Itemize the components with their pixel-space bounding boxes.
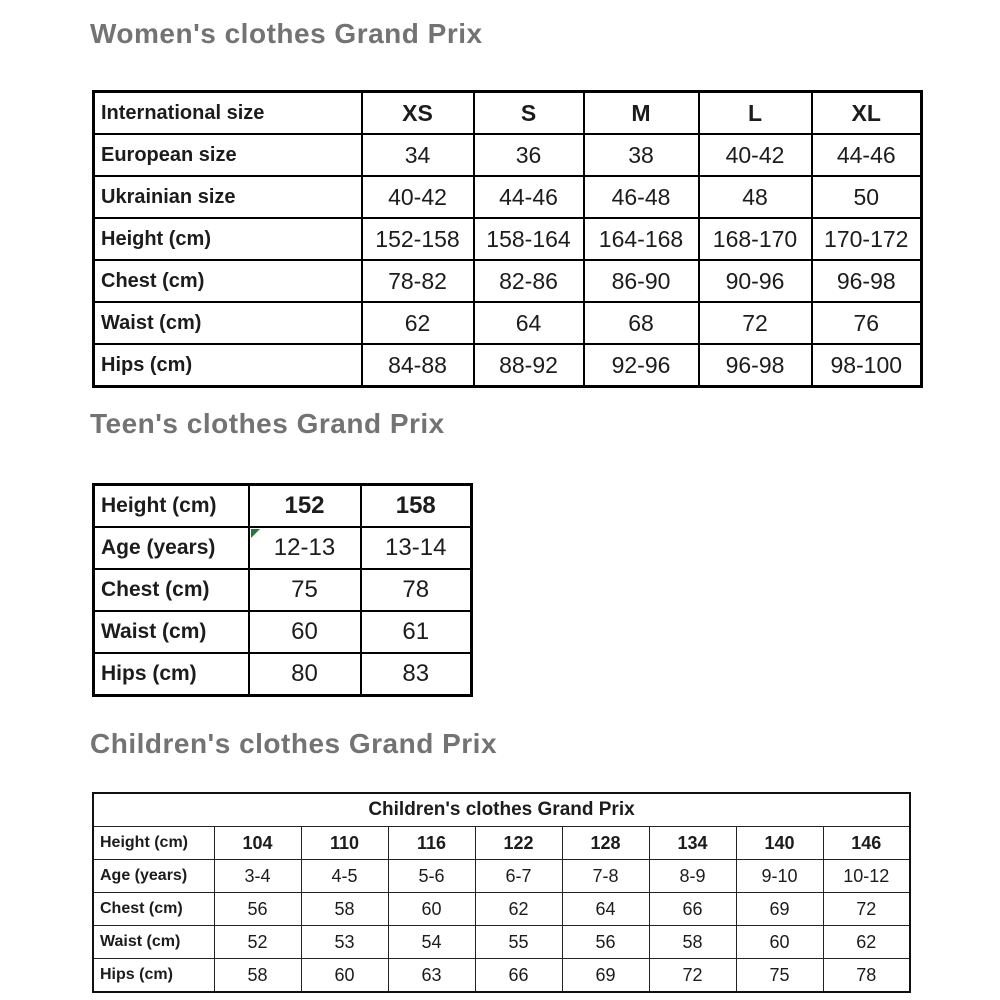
value-cell: 46-48 bbox=[584, 176, 699, 218]
value-cell: 86-90 bbox=[584, 260, 699, 302]
value-cell: 90-96 bbox=[699, 260, 812, 302]
value-cell: 44-46 bbox=[474, 176, 584, 218]
size-header-cell: 152 bbox=[249, 485, 361, 528]
row-label-cell: Waist (cm) bbox=[93, 926, 214, 959]
value-cell: 3-4 bbox=[214, 860, 301, 893]
value-cell: 56 bbox=[562, 926, 649, 959]
row-label-cell: Hips (cm) bbox=[93, 959, 214, 993]
table-row bbox=[94, 260, 922, 302]
value-cell: 96-98 bbox=[812, 260, 922, 302]
value-cell: 62 bbox=[823, 926, 910, 959]
row-label-cell: Hips (cm) bbox=[94, 653, 249, 696]
table-row bbox=[94, 218, 922, 260]
table-row bbox=[94, 611, 472, 653]
value-cell: 76 bbox=[812, 302, 922, 344]
table-row bbox=[93, 926, 910, 959]
size-header-cell: 140 bbox=[736, 827, 823, 860]
value-cell: 64 bbox=[562, 893, 649, 926]
value-cell: 83 bbox=[361, 653, 472, 696]
value-cell: 158-164 bbox=[474, 218, 584, 260]
value-cell: 7-8 bbox=[562, 860, 649, 893]
value-cell: 53 bbox=[301, 926, 388, 959]
row-label-cell: European size bbox=[94, 134, 362, 176]
value-cell: 56 bbox=[214, 893, 301, 926]
table-header-row bbox=[94, 92, 922, 135]
value-cell: 66 bbox=[649, 893, 736, 926]
value-text: 12-13 bbox=[273, 534, 336, 561]
value-cell: 60 bbox=[301, 959, 388, 993]
size-header-cell: 116 bbox=[388, 827, 475, 860]
row-label-cell: Waist (cm) bbox=[94, 302, 362, 344]
value-cell: 96-98 bbox=[699, 344, 812, 387]
row-label-cell: Waist (cm) bbox=[94, 611, 249, 653]
row-label-cell: Height (cm) bbox=[93, 827, 214, 860]
value-cell: 60 bbox=[249, 611, 361, 653]
table-header-row bbox=[93, 827, 910, 860]
womens-section-title: Women's clothes Grand Prix bbox=[90, 18, 483, 49]
value-cell: 64 bbox=[474, 302, 584, 344]
size-header-cell: 110 bbox=[301, 827, 388, 860]
value-cell: 78 bbox=[823, 959, 910, 993]
size-header-cell: XL bbox=[812, 92, 922, 135]
value-cell: 60 bbox=[736, 926, 823, 959]
value-cell: 98-100 bbox=[812, 344, 922, 387]
table-row bbox=[94, 527, 472, 569]
row-label-cell: International size bbox=[94, 92, 362, 135]
value-cell: 88-92 bbox=[474, 344, 584, 387]
cell-error-marker-icon bbox=[251, 529, 260, 538]
value-cell: 75 bbox=[736, 959, 823, 993]
value-cell: 82-86 bbox=[474, 260, 584, 302]
table-header-row bbox=[94, 485, 472, 528]
row-label-cell: Hips (cm) bbox=[94, 344, 362, 387]
value-cell: 48 bbox=[699, 176, 812, 218]
size-header-cell: M bbox=[584, 92, 699, 135]
size-header-cell: 104 bbox=[214, 827, 301, 860]
value-cell: 168-170 bbox=[699, 218, 812, 260]
row-label-cell: Ukrainian size bbox=[94, 176, 362, 218]
value-cell: 78-82 bbox=[362, 260, 474, 302]
table-row bbox=[94, 134, 922, 176]
table-caption-cell: Children's clothes Grand Prix bbox=[93, 793, 910, 827]
row-label-cell: Chest (cm) bbox=[94, 569, 249, 611]
value-cell: 62 bbox=[362, 302, 474, 344]
row-label-cell: Height (cm) bbox=[94, 485, 249, 528]
value-cell: 55 bbox=[475, 926, 562, 959]
value-cell: 5-6 bbox=[388, 860, 475, 893]
value-cell: 152-158 bbox=[362, 218, 474, 260]
value-cell: 164-168 bbox=[584, 218, 699, 260]
table-row bbox=[94, 569, 472, 611]
value-cell: 72 bbox=[823, 893, 910, 926]
table-row bbox=[94, 176, 922, 218]
row-label-cell: Height (cm) bbox=[94, 218, 362, 260]
childrens-size-table bbox=[92, 792, 911, 993]
value-cell: 36 bbox=[474, 134, 584, 176]
value-cell: 84-88 bbox=[362, 344, 474, 387]
size-header-cell: 146 bbox=[823, 827, 910, 860]
value-cell: 72 bbox=[649, 959, 736, 993]
value-cell: 9-10 bbox=[736, 860, 823, 893]
value-cell: 69 bbox=[562, 959, 649, 993]
value-cell: 170-172 bbox=[812, 218, 922, 260]
table-row bbox=[93, 860, 910, 893]
size-header-cell: L bbox=[699, 92, 812, 135]
childrens-section-title: Children's clothes Grand Prix bbox=[90, 728, 498, 759]
value-cell: 34 bbox=[362, 134, 474, 176]
value-cell: 13-14 bbox=[361, 527, 472, 569]
value-cell: 58 bbox=[649, 926, 736, 959]
value-cell: 66 bbox=[475, 959, 562, 993]
value-cell: 52 bbox=[214, 926, 301, 959]
row-label-cell: Chest (cm) bbox=[94, 260, 362, 302]
size-header-cell: 122 bbox=[475, 827, 562, 860]
value-cell: 60 bbox=[388, 893, 475, 926]
value-cell: 61 bbox=[361, 611, 472, 653]
value-cell: 69 bbox=[736, 893, 823, 926]
table-row bbox=[94, 653, 472, 696]
value-cell: 68 bbox=[584, 302, 699, 344]
row-label-cell: Age (years) bbox=[94, 527, 249, 569]
row-label-cell: Age (years) bbox=[93, 860, 214, 893]
value-cell: 50 bbox=[812, 176, 922, 218]
value-cell: 6-7 bbox=[475, 860, 562, 893]
value-cell: 10-12 bbox=[823, 860, 910, 893]
table-row bbox=[94, 302, 922, 344]
value-cell: 4-5 bbox=[301, 860, 388, 893]
table-caption-row bbox=[93, 793, 910, 827]
value-cell: 40-42 bbox=[699, 134, 812, 176]
value-cell: 38 bbox=[584, 134, 699, 176]
value-cell: 78 bbox=[361, 569, 472, 611]
value-cell: 58 bbox=[214, 959, 301, 993]
value-cell: 40-42 bbox=[362, 176, 474, 218]
table-row bbox=[93, 893, 910, 926]
table-row bbox=[94, 344, 922, 387]
value-cell: 8-9 bbox=[649, 860, 736, 893]
value-cell: 44-46 bbox=[812, 134, 922, 176]
size-header-cell: 158 bbox=[361, 485, 472, 528]
teens-size-table bbox=[92, 483, 473, 697]
womens-size-table bbox=[92, 90, 923, 388]
value-cell: 92-96 bbox=[584, 344, 699, 387]
size-header-cell: XS bbox=[362, 92, 474, 135]
teens-section-title: Teen's clothes Grand Prix bbox=[90, 408, 445, 439]
table-row bbox=[93, 959, 910, 993]
value-cell: 72 bbox=[699, 302, 812, 344]
row-label-cell: Chest (cm) bbox=[93, 893, 214, 926]
value-cell bbox=[249, 527, 361, 569]
value-cell: 75 bbox=[249, 569, 361, 611]
size-header-cell: 128 bbox=[562, 827, 649, 860]
size-header-cell: 134 bbox=[649, 827, 736, 860]
value-cell: 62 bbox=[475, 893, 562, 926]
size-header-cell: S bbox=[474, 92, 584, 135]
value-cell: 54 bbox=[388, 926, 475, 959]
value-cell: 63 bbox=[388, 959, 475, 993]
value-cell: 58 bbox=[301, 893, 388, 926]
value-cell: 80 bbox=[249, 653, 361, 696]
